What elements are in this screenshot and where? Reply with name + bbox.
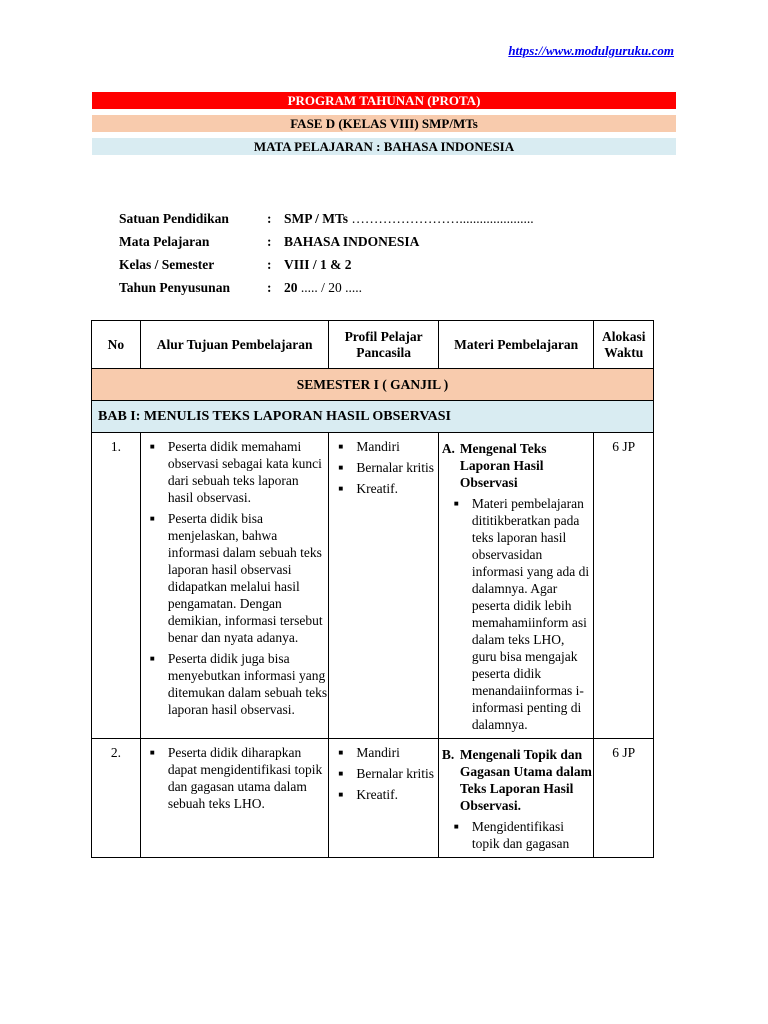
info-row (119, 253, 534, 276)
profil-cell (329, 739, 438, 858)
prota-table (91, 320, 654, 858)
list-item: ■ Bernalar kritis (330, 459, 436, 476)
materi-cell (438, 433, 594, 739)
info-row (119, 207, 534, 230)
bab-row: BAB I: MENULIS TEKS LAPORAN HASIL OBSERVASI (92, 401, 654, 433)
info-label: Satuan Pendidikan (119, 210, 229, 226)
title-band: PROGRAM TAHUNAN (PROTA) (92, 92, 676, 109)
table-row (92, 739, 654, 858)
profil-cell (329, 433, 438, 739)
list-item: ■ Bernalar kritis (330, 765, 436, 782)
info-value: SMP / MTs ……………………...................... (284, 210, 534, 226)
list-item: ■ Mandiri (330, 438, 436, 455)
info-colon: : (267, 210, 272, 226)
list-item: ■ Peserta didik juga bisa menyebutkan informasi yang ditemukan dalam sebuah teks laporan hasil observasi. (142, 650, 328, 718)
waktu-cell: 6 JP (594, 739, 654, 858)
info-colon: : (267, 256, 272, 272)
atp-cell (140, 739, 329, 858)
list-item: ■ Materi pembelajaran dititikberatkan pada teks laporan hasil observasidan informasi yang ada di dalamnya. Agar peserta didik lebih memahamiinform asi dalam teks LHO, guru bisa mengajak peserta didik menandaiinformas i-informasi penting di dalamnya. (454, 495, 593, 733)
row-number: 1. (92, 433, 141, 739)
list-item: ■ Peserta didik bisa menjelaskan, bahwa informasi dalam sebuah teks laporan hasil observasi didapatkan melalui hasil pengamatan. Dengan demikian, informasi tersebut benar dan nyata adanya. (142, 510, 328, 646)
mapel-band: MATA PELAJARAN : BAHASA INDONESIA (92, 138, 676, 155)
header-atp: Alur Tujuan Pembelajaran (140, 321, 329, 369)
list-item: ■ Peserta didik diharapkan dapat mengidentifikasi topik dan gagasan utama dalam sebuah teks LHO. (142, 744, 328, 812)
info-label: Kelas / Semester (119, 256, 215, 272)
table-row (92, 433, 654, 739)
header-profil: Profil Pelajar Pancasila (329, 321, 438, 369)
header-materi: Materi Pembelajaran (438, 321, 594, 369)
table-header-row (92, 321, 654, 369)
atp-cell (140, 433, 329, 739)
header-waktu: Alokasi Waktu (594, 321, 654, 369)
identity-block (119, 207, 534, 299)
materi-title: B. Mengenali Topik dan Gagasan Utama dalam Teks Laporan Hasil Observasi. (441, 747, 592, 813)
website-link[interactable]: https://www.modulguruku.com (508, 43, 674, 58)
semester-row: SEMESTER I ( GANJIL ) (92, 369, 654, 401)
header-no: No (92, 321, 141, 369)
materi-cell (438, 739, 594, 858)
row-number: 2. (92, 739, 141, 858)
list-item: ■ Mandiri (330, 744, 436, 761)
info-label: Tahun Penyusunan (119, 279, 230, 295)
list-item: ■ Mengidentifikasi topik dan gagasan (454, 818, 593, 852)
materi-title: A. Mengenal Teks Laporan Hasil Observasi (441, 441, 547, 490)
list-item: ■ Kreatif. (330, 480, 436, 497)
info-row (119, 276, 534, 299)
waktu-cell: 6 JP (594, 433, 654, 739)
info-label: Mata Pelajaran (119, 233, 210, 249)
info-value: VIII / 1 & 2 (284, 256, 352, 272)
info-colon: : (267, 279, 272, 295)
list-item: ■ Peserta didik memahami observasi sebagai kata kunci dari sebuah teks laporan hasil observasi. (142, 438, 328, 506)
info-colon: : (267, 233, 272, 249)
info-value: 20 ..... / 20 ..... (284, 279, 363, 295)
fase-band: FASE D (KELAS VIII) SMP/MTs (92, 115, 676, 132)
list-item: ■ Kreatif. (330, 786, 436, 803)
info-row (119, 230, 534, 253)
info-value: BAHASA INDONESIA (284, 233, 420, 249)
